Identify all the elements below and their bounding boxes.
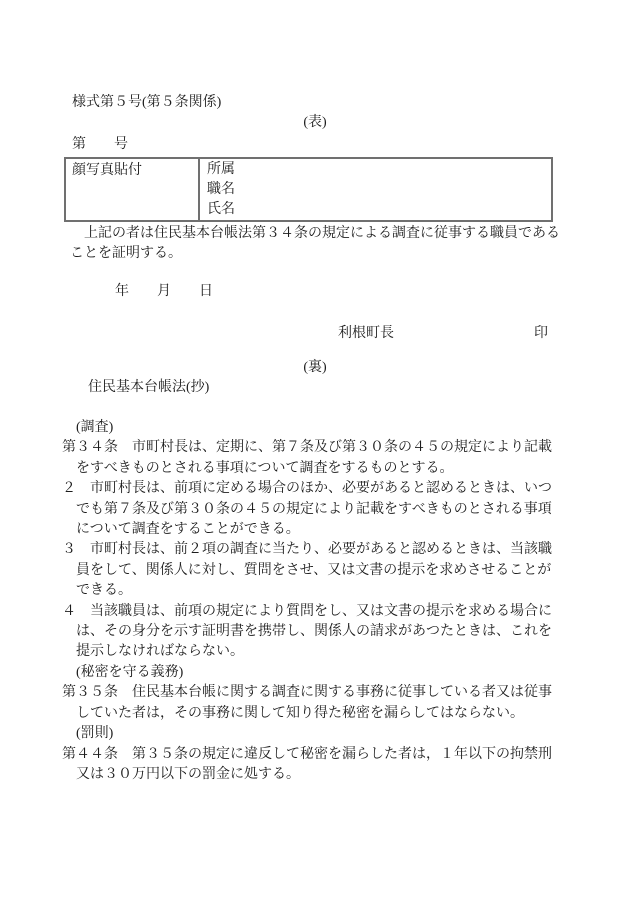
form-number-label: 様式第５号(第５条関係) bbox=[72, 95, 222, 110]
law-line: ２ 市町村長は、前項に定める場合のほか、必要があると認めるときは、いつ bbox=[62, 481, 552, 497]
law-line: できる。 bbox=[62, 583, 132, 599]
law-line: (秘密を守る義務) bbox=[62, 664, 184, 680]
seal-mark: 印 bbox=[534, 326, 548, 341]
law-line: をすべきものとされる事項について調査をするものとする。 bbox=[62, 460, 454, 476]
date-line: 年 月 日 bbox=[115, 284, 213, 299]
back-section bbox=[62, 358, 630, 785]
certification-line: 上記の者は住民基本台帳法第３４条の規定による調査に従事する職員である bbox=[70, 226, 560, 241]
photo-box bbox=[66, 159, 200, 220]
law-line: 第３４条 市町村長は、定期に、第７条及び第３０条の４５の規定により記載 bbox=[62, 440, 552, 456]
law-line: でも第７条及び第３０条の４５の規定により記載をすべきものとされる事項 bbox=[62, 501, 552, 517]
id-card-table bbox=[64, 157, 553, 222]
law-line: (罰則) bbox=[62, 726, 114, 742]
front-side-label: (表) bbox=[303, 115, 327, 130]
law-line: 又は３０万円以下の罰金に処する。 bbox=[62, 766, 300, 782]
back-side-label: (裏) bbox=[303, 360, 327, 375]
photo-box-label: 顔写真貼付 bbox=[72, 163, 142, 178]
front-section bbox=[62, 93, 630, 344]
field-affiliation-label: 所属 bbox=[207, 162, 235, 177]
certification-text bbox=[70, 224, 630, 264]
mayor-name: 利根町長 bbox=[338, 326, 394, 341]
law-line: は、その身分を示す証明書を携帯し、関係人の請求があつたときは、これを bbox=[62, 624, 552, 640]
field-title-label: 職名 bbox=[207, 182, 235, 197]
law-line: ４ 当該職員は、前項の規定により質問をし、又は文書の提示を求める場合に bbox=[62, 603, 552, 619]
law-line: について調査をすることができる。 bbox=[62, 522, 300, 538]
law-line: 員をして、関係人に対し、質問をさせ、又は文書の提示を求めさせることが bbox=[62, 562, 552, 578]
law-excerpt bbox=[62, 418, 630, 785]
law-line: ３ 市町村長は、前２項の調査に当たり、必要があると認めるときは、当該職 bbox=[62, 542, 552, 558]
spacer bbox=[62, 398, 630, 418]
signature-row bbox=[62, 324, 553, 344]
field-name-label: 氏名 bbox=[207, 202, 235, 217]
law-line: (調査) bbox=[62, 420, 114, 435]
law-line: 第３５条 住民基本台帳に関する調査に関する事務に従事している者又は従事 bbox=[62, 685, 552, 701]
law-line: 提示しなければならない。 bbox=[62, 644, 244, 660]
law-line: していた者は，その事務に関して知り得た秘密を漏らしてはならない。 bbox=[62, 705, 524, 721]
certification-line: ことを証明する。 bbox=[70, 246, 182, 261]
info-fields-cell bbox=[200, 159, 551, 220]
law-title: 住民基本台帳法(抄) bbox=[88, 380, 210, 395]
law-line: 第４４条 第３５条の規定に違反して秘密を漏らした者は，１年以下の拘禁刑 bbox=[62, 746, 552, 762]
document-number: 第 号 bbox=[72, 137, 128, 152]
